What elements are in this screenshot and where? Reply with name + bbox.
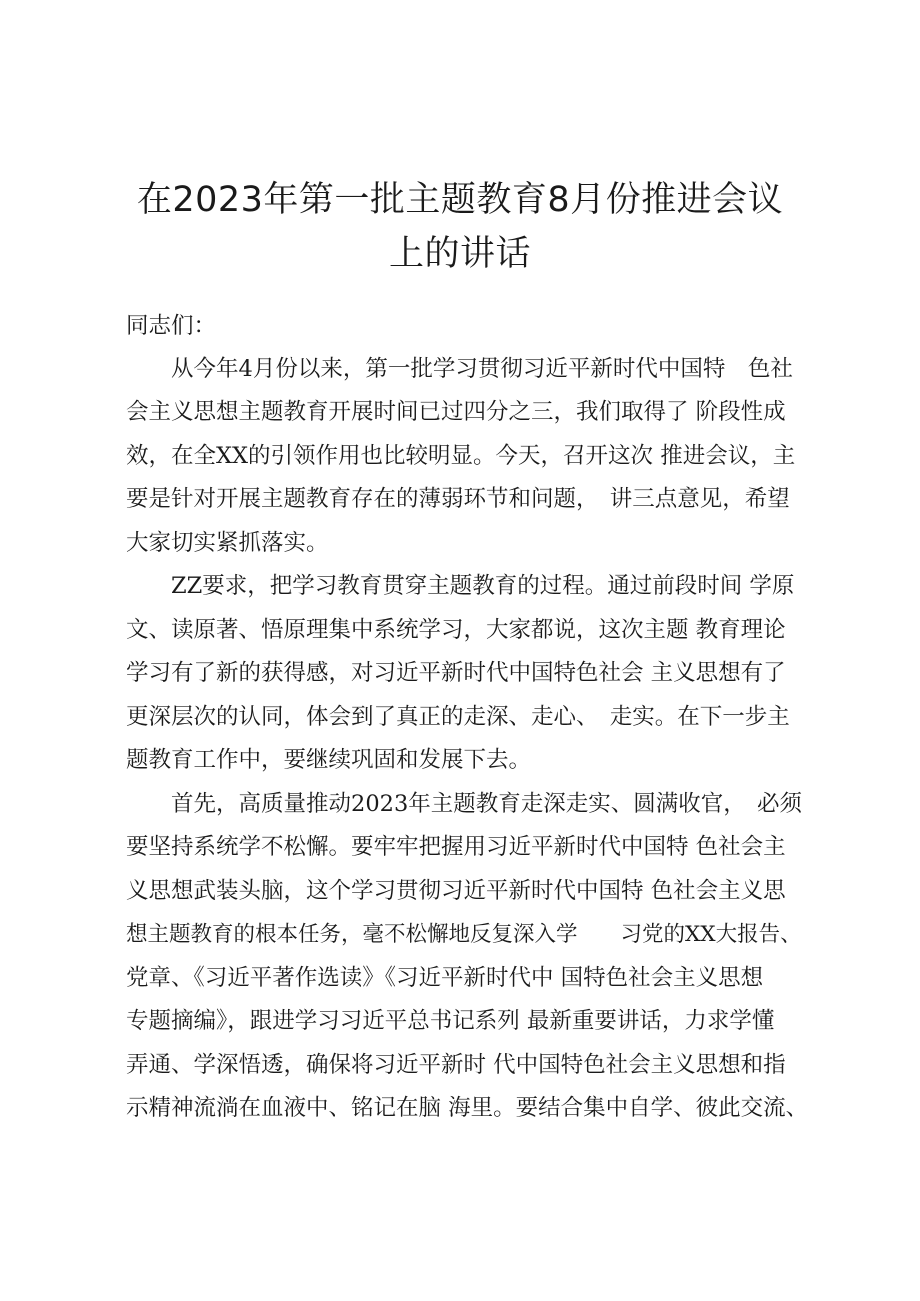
document-title-line-1: 在2023年第一批主题教育8月份推进会议 [136,180,784,220]
document-title-line-2: 上的讲话 [388,234,531,274]
paragraph-1-line-1: 从今年4月份以来，第一批学习贯彻习近平新时代中国特 色社 [126,356,793,382]
paragraph-3-line-1: 首先，高质量推动2023年主题教育走深走实、圆满收官， 必须 [126,791,803,817]
paragraph-3-line-7: 弄通、学深悟透，确保将习近平新时 代中国特色社会主义思想和指 [126,1052,786,1078]
paragraph-3-line-5: 党章、《习近平著作选读》《习近平新时代中 国特色社会主义思想 [126,965,764,991]
paragraph-1-line-3: 效，在全XX的引领作用也比较明显。今天，召开这次 推进会议，主 [126,443,796,469]
paragraph-3-line-8: 示精神流淌在血液中、铭记在脑 海里。要结合集中自学、彼此交流、 [126,1095,809,1121]
paragraph-3-line-6: 专题摘编》，跟进学习习近平总书记系列 最新重要讲话，力求学懂 [126,1008,775,1034]
paragraph-3-line-4: 想主题教育的根本任务，毫不松懈地反复深入学 习党的XX大报告、 [126,922,802,947]
salutation: 同志们： [126,313,217,339]
paragraph-2-line-1: ZZ要求，把学习教育贯穿主题教育的过程。通过前段时间 学原 [126,573,795,599]
paragraph-3-line-3: 义思想武装头脑，这个学习贯彻习近平新时代中国特 色社会主义思 [126,878,786,904]
paragraph-2-line-4: 更深层次的认同，体会到了真正的走深、走心、 走实。在下一步主 [126,704,790,730]
paragraph-1-line-4: 要是针对开展主题教育存在的薄弱环节和问题， 讲三点意见，希望 [126,486,790,512]
paragraph-2-line-3: 学习有了新的获得感，对习近平新时代中国特色社会 主义思想有了 [126,660,786,686]
paragraph-1-line-5: 大家切实紧抓落实。 [126,530,329,556]
paragraph-1-line-2: 会主义思想主题教育开展时间已过四分之三，我们取得了 阶段性成 [126,399,786,425]
paragraph-2-line-5: 题教育工作中，要继续巩固和发展下去。 [126,747,532,773]
paragraph-3-line-2: 要坚持系统学不松懈。要牢牢把握用习近平新时代中国特 色社会主 [126,834,786,860]
paragraph-2-line-2: 文、读原著、悟原理集中系统学习，大家都说，这次主题 教育理论 [126,617,786,643]
